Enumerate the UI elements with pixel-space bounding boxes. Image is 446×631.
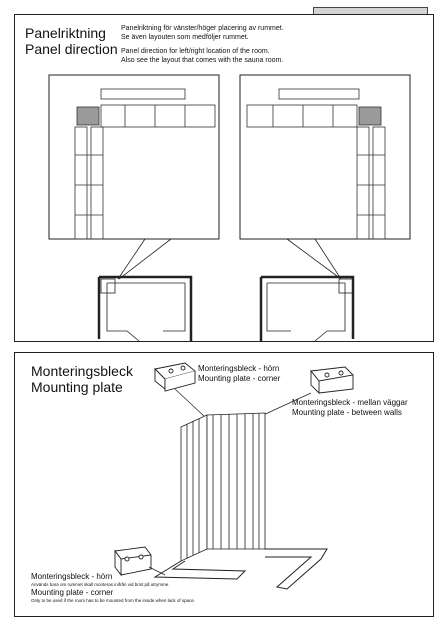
corner-label-sv: Monteringsbleck - hörn [198,364,280,373]
panel-direction-desc-en-2: Also see the layout that comes with the sauna room. [121,56,284,64]
inside-corner-note-en: Only to be used if the room has to be mounted from the inside when lack of space. [31,598,196,603]
panel-direction-title-sv: Panelriktning [25,25,106,41]
corner-plate-icon [155,363,195,391]
corner-label-en: Mounting plate - corner [198,374,281,383]
inside-corner-label-en: Mounting plate - corner [31,588,114,597]
right-detail-diagram [240,75,410,279]
inside-corner-plate-icon [115,547,151,575]
inside-corner-label-sv: Monteringsbleck - hörn [31,572,113,581]
between-walls-label-sv: Monteringsbleck - mellan väggar [292,398,408,407]
between-walls-plate-icon [311,367,353,393]
panel-direction-diagrams [15,15,435,343]
panel-direction-title-en: Panel direction [25,41,118,57]
mounting-plate-section [14,352,434,617]
panel-direction-desc-sv-1: Panelriktning för vänster/höger placering av rummet. [121,25,284,32]
left-detail-diagram [49,75,219,279]
panel-direction-section [14,14,434,342]
mounting-plate-title-sv: Monteringsbleck [31,363,133,379]
panel-direction-desc-en-1: Panel direction for left/right location of the room. [121,48,270,55]
left-floor-plan [99,277,191,341]
wall-assembly [181,413,265,561]
mounting-plate-title-en: Mounting plate [31,379,123,395]
between-walls-label-en: Mounting plate - between walls [292,408,402,417]
panel-direction-desc-sv-2: Se även layouten som medföljer rummet. [121,33,249,41]
inside-corner-note-sv: Används bara om rummet skall monteras inifrån vid brist på utrymme. [31,582,170,587]
left-corner-post [77,107,99,125]
right-floor-plan [261,277,353,341]
right-corner-post [359,107,381,125]
